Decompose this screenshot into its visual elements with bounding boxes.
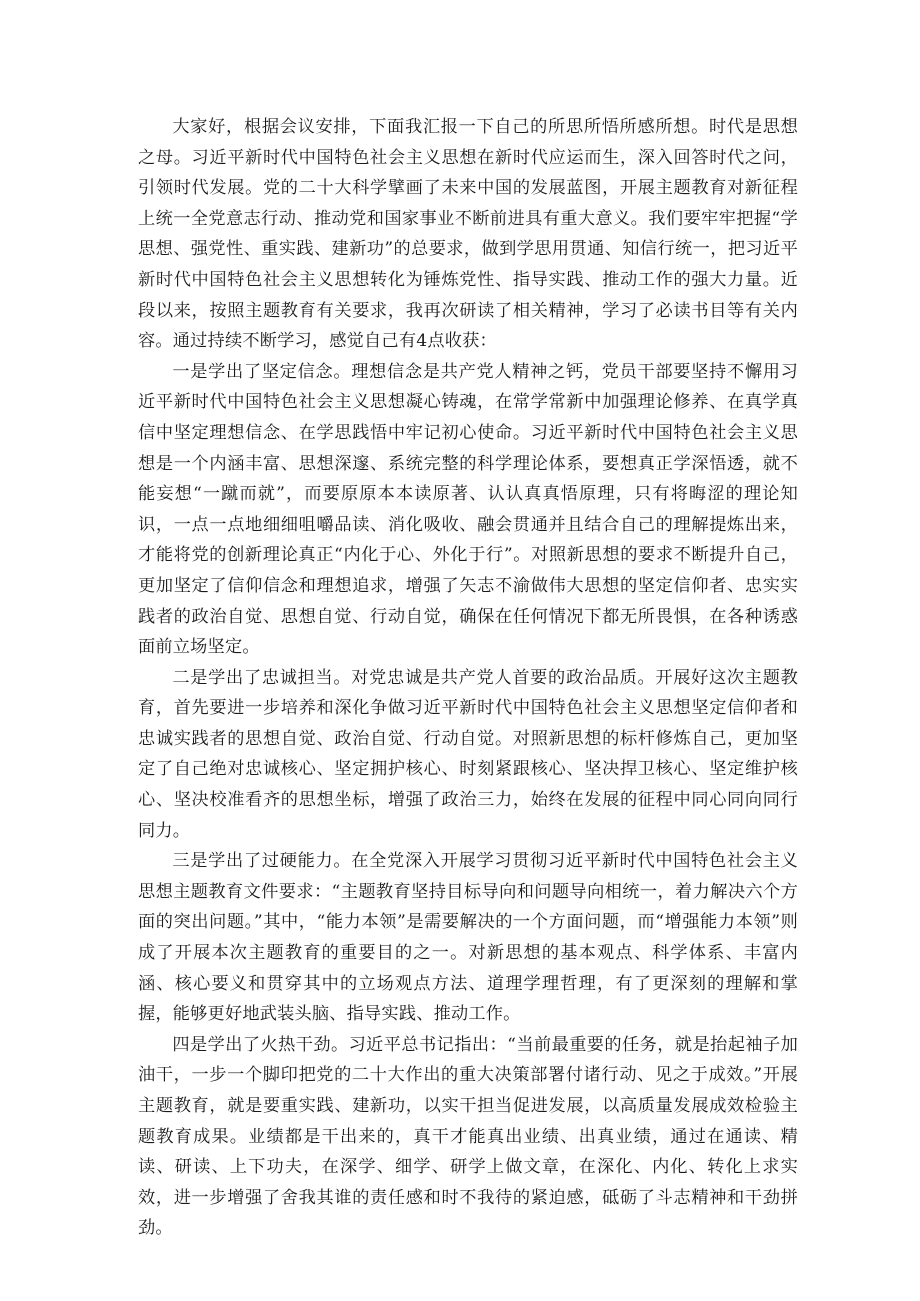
paragraph-intro: 大家好，根据会议安排，下面我汇报一下自己的所思所悟所感所想。时代是思想之母。习近平新时代中国特色社会主义思想在新时代应运而生，深入回答时代之问，引领时代发展。党的二十大科学擘画了未来中国的发展蓝图，开展主题教育对新征程上统一全党意志行动、推动党和国家事业不断前进具有重大意义。我们要牢牢把握“学思想、强党性、重实践、建新功”的总要求，做到学思用贯通、知信行统一，把习近平新时代中国特色社会主义思想转化为锤炼党性、指导实践、推动工作的强大力量。近段以来，按照主题教育有关要求，我再次研读了相关精神，学习了必读书目等有关内容。通过持续不断学习，感觉自己有4点收获： <box>138 117 798 352</box>
document-body <box>138 112 798 1244</box>
paragraph-point-two: 二是学出了忠诚担当。对党忠诚是共产党人首要的政治品质。开展好这次主题教育，首先要进一步培养和深化争做习近平新时代中国特色社会主义思想坚定信仰者和忠诚实践者的思想自觉、政治自觉、行动自觉。对照新思想的标杆修炼自己，更加坚定了自己绝对忠诚核心、坚定拥护核心、时刻紧跟核心、坚决捍卫核心、坚定维护核心、坚决校准看齐的思想坐标，增强了政治三力，始终在发展的征程中同心同向同行同力。 <box>138 667 798 841</box>
paragraph-point-four: 四是学出了火热干劲。习近平总书记指出：“当前最重要的任务，就是抬起袖子加油干，一步一个脚印把党的二十大作出的重大决策部署付诸行动、见之于成效。”开展主题教育，就是要重实践、建新功，以实干担当促进发展，以高质量发展成效检验主题教育成果。业绩都是干出来的，真干才能真出业绩、出真业绩，通过在通读、精读、研读、上下功夫，在深学、细学、研学上做文章，在深化、内化、转化上求实效，进一步增强了舍我其谁的责任感和时不我待的紧迫感，砥砺了斗志精神和干劲拼劲。 <box>138 1034 798 1239</box>
paragraph-point-three: 三是学出了过硬能力。在全党深入开展学习贯彻习近平新时代中国特色社会主义思想主题教育文件要求：“主题教育坚持目标导向和问题导向相统一，着力解决六个方面的突出问题。”其中，“能力本领”是需要解决的一个方面问题，而“增强能力本领”则成了开展本次主题教育的重要目的之一。对新思想的基本观点、科学体系、丰富内涵、核心要义和贯穿其中的立场观点方法、道理学理哲理，有了更深刻的理解和掌握，能够更好地武装头脑、指导实践、推动工作。 <box>138 851 798 1025</box>
paragraph-point-one: 一是学出了坚定信念。理想信念是共产党人精神之钙，党员干部要坚持不懈用习近平新时代中国特色社会主义思想凝心铸魂，在常学常新中加强理论修养、在真学真信中坚定理想信念、在学思践悟中牢记初心使命。习近平新时代中国特色社会主义思想是一个内涵丰富、思想深邃、系统完整的科学理论体系，要想真正学深悟透，就不能妄想“一蹴而就”，而要原原本本读原著、认认真真悟原理，只有将晦涩的理论知识，一点一点地细细咀嚼品读、消化吸收、融会贯通并且结合自己的理解提炼出来，才能将党的创新理论真正“内化于心、外化于行”。对照新思想的要求不断提升自己，更加坚定了信仰信念和理想追求，增强了矢志不渝做伟大思想的坚定信仰者、忠实实践者的政治自觉、思想自觉、行动自觉，确保在任何情况下都无所畏惧，在各种诱惑面前立场坚定。 <box>138 361 798 658</box>
